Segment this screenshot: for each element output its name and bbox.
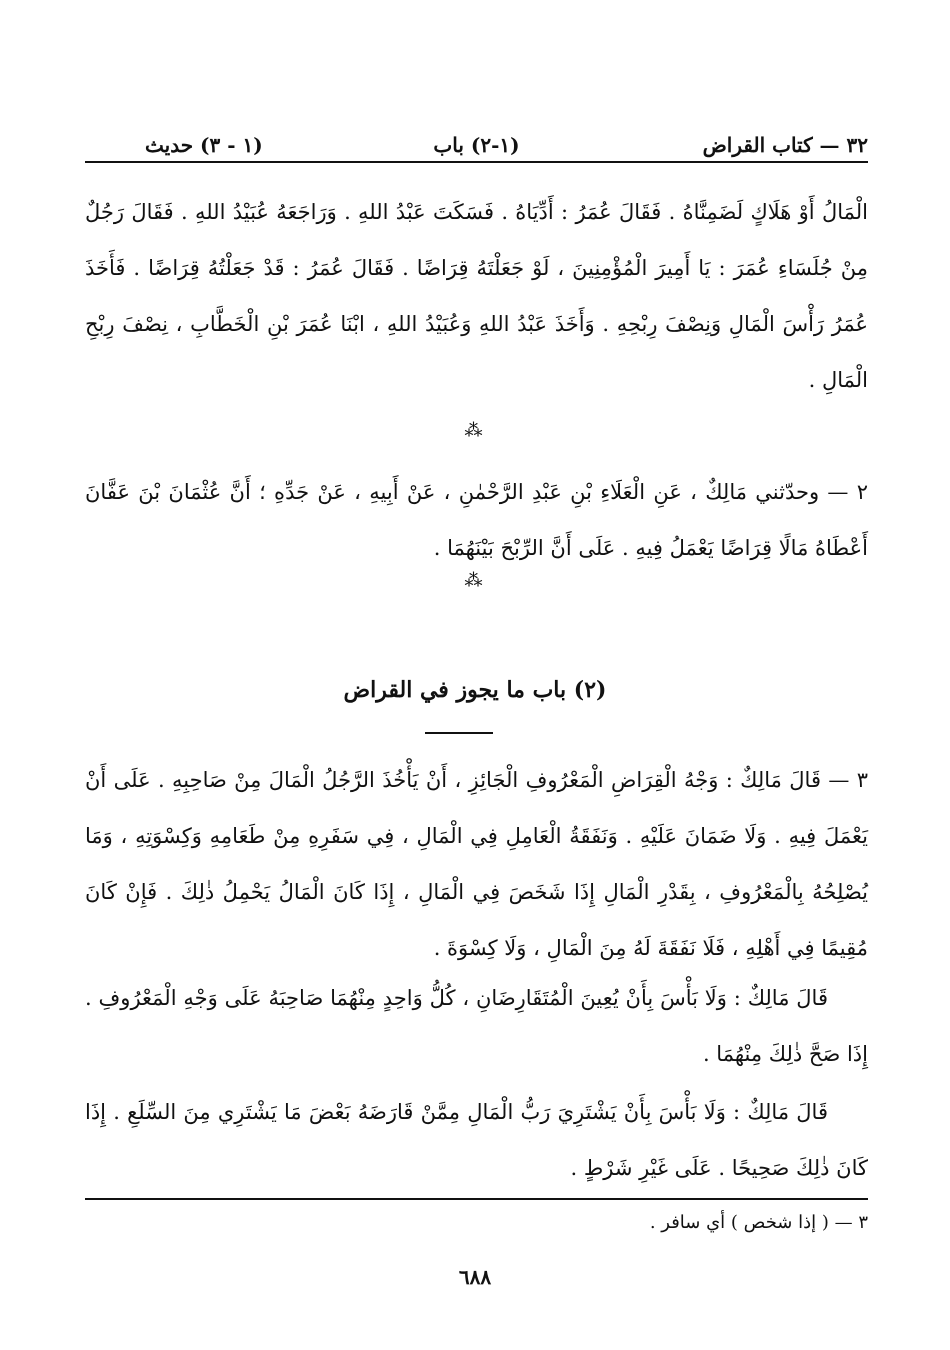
header-hadith-range: (١ - ٣) حديث (145, 133, 263, 157)
malik-saying-2: قَالَ مَالِكٌ : وَلَا بَأْسَ بِأَنْ يَشْتَرِيَ رَبُّ الْمَالِ مِمَّنْ قَارَضَهُ بَعْضَ مَا يَشْتَرِي مِنَ السِّلَعِ . إِذَا كَانَ ذٰلِكَ صَحِيحًا . عَلَى غَيْرِ شَرْطٍ . (85, 1100, 868, 1180)
header-chapter: (١-٢) باب (433, 133, 520, 157)
footnote: ٣ — ( إذا شخص ) أي سافر . (649, 1212, 868, 1233)
running-header (85, 128, 868, 162)
paragraph-continuation: الْمَالُ أَوْ هَلَاكٍ لَضَمِنَّاهُ . فَقَالَ عُمَرُ : أَدِّيَاهُ . فَسَكَتَ عَبْدُ اللهِ . وَرَاجَعَهُ عُبَيْدُ اللهِ . فَقَالَ رَجُلٌ مِنْ جُلَسَاءِ عُمَرَ : يَا أَمِيرَ الْمُؤْمِنِينَ ، لَوْ جَعَلْتَهُ قِرَاضًا . فَقَالَ عُمَرُ : قَدْ جَعَلْتُهُ قِرَاضًا . فَأَخَذَ عُمَرُ رَأْسَ الْمَالِ وَنِصْفَ رِبْحِهِ . وَأَخَذَ عَبْدُ اللهِ وَعُبَيْدُ اللهِ ، ابْنَا عُمَرَ بْنِ الْخَطَّابِ ، نِصْفَ رِبْحِ الْمَالِ . (85, 200, 868, 392)
header-book-title: ٣٢ — كتاب القراض (702, 133, 868, 157)
hadith-3: ٣ — قَالَ مَالِكٌ : وَجْهُ الْقِرَاضِ الْمَعْرُوفِ الْجَائِزِ ، أَنْ يَأْخُذَ الرَّجُلُ الْمَالَ مِنْ صَاحِبِهِ . عَلَى أَنْ يَعْمَلَ فِيهِ . وَلَا ضَمَانَ عَلَيْهِ . وَنَفَقَةُ الْعَامِلِ فِي الْمَالِ ، فِي سَفَرِهِ مِنْ طَعَامِهِ وَكِسْوَتِهِ ، وَمَا يُصْلِحُهُ بِالْمَعْرُوفِ ، بِقَدْرِ الْمَالِ إِذَا شَخَصَ فِي الْمَالِ ، إِذَا كَانَ الْمَالُ يَحْمِلُ ذٰلِكَ . فَإِنْ كَانَ مُقِيمًا فِي أَهْلِهِ ، فَلَا نَفَقَةَ لَهُ مِنَ الْمَالِ ، وَلَا كِسْوَةَ . (85, 768, 868, 960)
page-number: ٦٨٨ (458, 1265, 492, 1289)
section-title-rule (425, 732, 493, 734)
header-rule (85, 161, 868, 163)
malik-saying-1: قَالَ مَالِكٌ : وَلَا بَأْسَ بِأَنْ يُعِينَ الْمُتَقَارِضَانِ ، كُلُّ وَاحِدٍ مِنْهُمَا صَاحِبَهُ عَلَى وَجْهِ الْمَعْرُوفِ . إِذَا صَحَّ ذٰلِكَ مِنْهُمَا . (85, 986, 868, 1066)
ornament-divider-1: ⁂ (464, 420, 486, 441)
ornament-divider-2: ⁂ (464, 570, 486, 591)
hadith-2: ٢ — وحدّثني مَالِكٌ ، عَنِ الْعَلَاءِ بْنِ عَبْدِ الرَّحْمٰنِ ، عَنْ أَبِيهِ ، عَنْ جَدِّهِ ؛ أَنَّ عُثْمَانَ بْنَ عَفَّانَ أَعْطَاهُ مَالًا قِرَاضًا يَعْمَلُ فِيهِ . عَلَى أَنَّ الرِّبْحَ بَيْنَهُمَا . (85, 480, 868, 560)
section-title: (٢) باب ما يجوز في القراض (343, 677, 607, 703)
footnote-rule (85, 1198, 868, 1200)
